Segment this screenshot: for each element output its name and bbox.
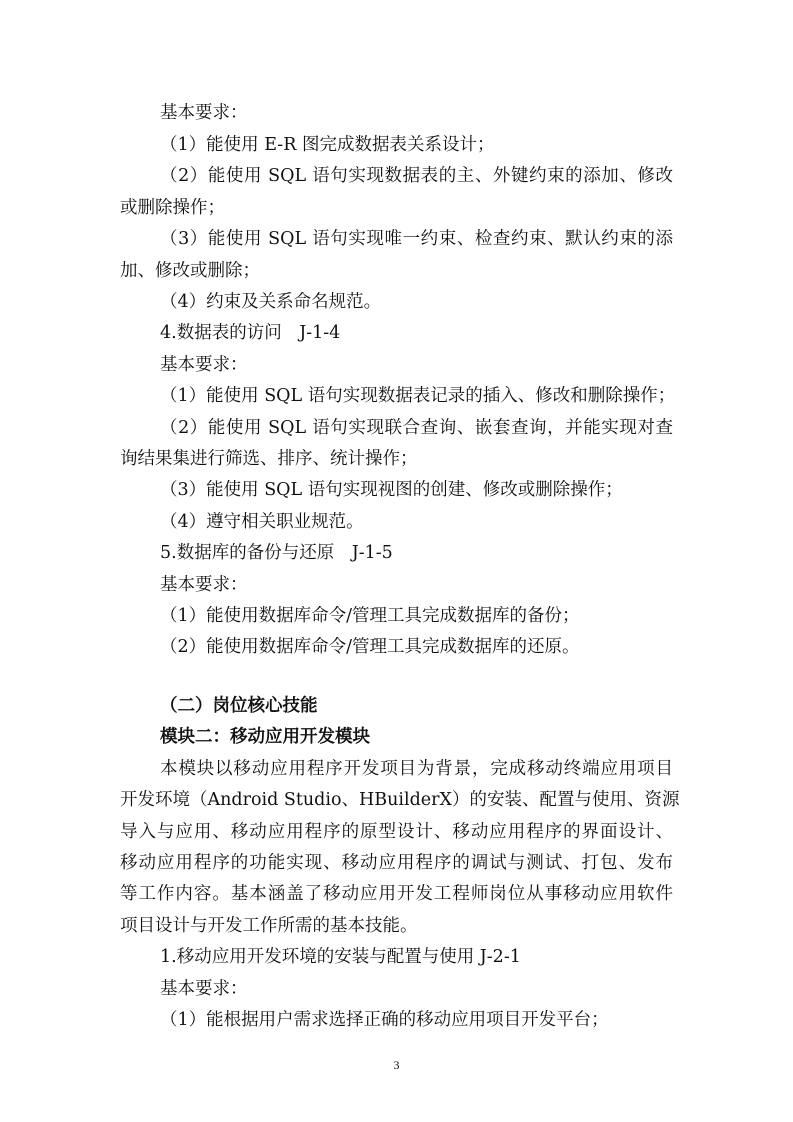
text-line: 加、修改或删除； [120, 261, 260, 281]
text-line: （1）能根据用户需求选择正确的移动应用项目开发平台； [160, 1010, 609, 1030]
text-line: （2）能使用 SQL 语句实现数据表的主、外键约束的添加、修改 [160, 166, 673, 186]
chapter-heading: （二）岗位核心技能 [160, 696, 318, 716]
text-line: （4）约束及关系命名规范。 [160, 292, 382, 312]
text-line: （1）能使用 SQL 语句实现数据表记录的插入、修改和删除操作； [160, 386, 676, 406]
text-line: （2）能使用数据库命令/管理工具完成数据库的还原。 [160, 637, 580, 657]
text-line: （1）能使用数据库命令/管理工具完成数据库的备份； [160, 606, 580, 626]
text-line: 开发环境（Android Studio、HBuilderX）的安装、配置与使用、资源 [120, 790, 680, 810]
text-line: 基本要求： [160, 979, 248, 999]
text-line: 项目设计与开发工作所需的基本技能。 [120, 916, 418, 936]
section-heading: 1.移动应用开发环境的安装与配置与使用 J-2-1 [160, 947, 521, 967]
text-line: 移动应用程序的功能实现、移动应用程序的调试与测试、打包、发布 [120, 853, 673, 873]
text-line: 基本要求： [160, 575, 248, 595]
section-heading: 4.数据表的访问 J-1-4 [160, 323, 341, 343]
text-line: 询结果集进行筛选、排序、统计操作； [120, 449, 418, 469]
module-heading: 模块二：移动应用开发模块 [160, 727, 370, 747]
text-line: （4）遵守相关职业规范。 [160, 512, 364, 532]
text-line: （3）能使用 SQL 语句实现唯一约束、检查约束、默认约束的添 [160, 229, 673, 249]
text-line: 或删除操作； [120, 198, 225, 218]
text-line: 等工作内容。基本涵盖了移动应用开发工程师岗位从事移动应用软件 [120, 884, 673, 904]
text-line: （2）能使用 SQL 语句实现联合查询、嵌套查询，并能实现对查 [160, 418, 673, 438]
page-number: 3 [393, 1058, 400, 1072]
text-line: 基本要求： [160, 355, 248, 375]
text-line: （1）能使用 E-R 图完成数据表关系设计； [160, 135, 495, 155]
text-line: 导入与应用、移动应用程序的原型设计、移动应用程序的界面设计、 [120, 822, 673, 842]
section-heading: 5.数据库的备份与还原 J-1-5 [160, 543, 393, 563]
text-line: 基本要求： [160, 103, 248, 123]
text-line: （3）能使用 SQL 语句实现视图的创建、修改或删除操作； [160, 480, 623, 500]
text-line: 本模块以移动应用程序开发项目为背景，完成移动终端应用项目 [160, 759, 673, 779]
